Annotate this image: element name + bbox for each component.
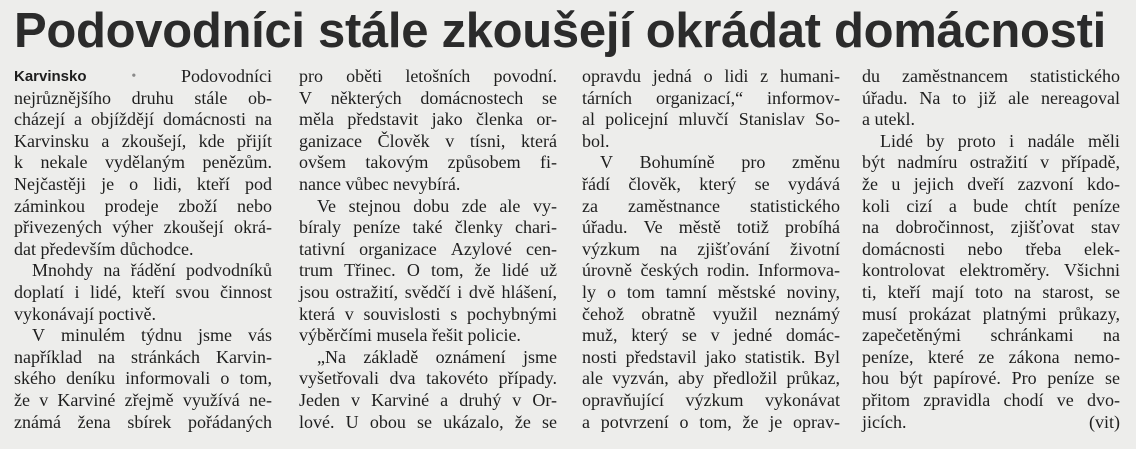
author-signoff: (vit) (1089, 411, 1120, 432)
text-line: doplatí i lidé, kteří svou činnost (14, 281, 272, 302)
text-line: k nekale vydělaným penězům. (14, 152, 272, 173)
text-line: tativní organizace Azylové cen- (299, 238, 557, 259)
text-line: koli cizí a bude chtít peníze (862, 195, 1120, 216)
text-line: například na stránkách Karvin- (14, 346, 272, 367)
text-line: být nadmíru ostražití v případě, (862, 152, 1120, 173)
text-line: „Na základě oznámení jsme (317, 346, 557, 367)
text-line: cházejí a objíždějí domácnosti na (14, 109, 272, 130)
text-line: tárních organizací,“ informov- (582, 87, 840, 108)
text-line: V některých domácnostech se (299, 87, 557, 108)
dateline-bullet: • (131, 69, 137, 84)
text-line: domácnosti nebo třeba elek- (862, 238, 1120, 259)
text-line: ale vyzván, aby předložil průkaz, (582, 368, 840, 389)
article-column-1 (14, 66, 272, 433)
text-line: opravňující výzkum vykonávat (582, 389, 840, 410)
text-line: al policejní mluvčí Stanislav So- (582, 109, 840, 130)
text-line: ganizace Člověk v tísni, která (299, 130, 557, 151)
text-line: známá žena sbírek pořádaných (14, 411, 272, 432)
text-line: zapečetěnými schránkami na (862, 325, 1120, 346)
text-line: čehož obratně využil neznámý (582, 303, 840, 324)
text-line: na dobročinnost, zjišťovat stav (862, 217, 1120, 238)
text-line: Karvinsko • Podovodníci (14, 66, 272, 86)
text-line: pro oběti letošních povodní. (299, 66, 557, 86)
text-line: muž, který se v jedné domác- (582, 325, 840, 346)
text-line: nance vůbec nevybírá. (299, 173, 461, 194)
text-line: záminkou prodeje zboží nebo (14, 195, 272, 216)
text-line: ovšem takovým způsobem fi- (299, 152, 557, 173)
article-headline: Podovodníci stále zkoušejí okrádat domácnosti (14, 4, 1106, 58)
dateline: Karvinsko (14, 68, 87, 85)
text-line: hou být papírové. Pro peníze se (862, 368, 1120, 389)
text-line: lové. U obou se ukázalo, že se (299, 411, 557, 432)
text-line: která v souvislosti s pochybnými (299, 303, 557, 324)
text-line: vyšetřovali dva takovéto případy. (299, 368, 557, 389)
text-line: Lidé by proto i nadále měli (880, 130, 1120, 151)
text-line: úrovně českých rodin. Informova- (582, 260, 840, 281)
text-line: a potvrzení o tom, že je oprav- (582, 411, 840, 432)
text-line: přitom zpravidla chodí ve dvo- (862, 389, 1120, 410)
text-line: opravdu jedná o lidi z humani- (582, 66, 840, 86)
text-line: řádí člověk, který se vydává (582, 173, 840, 194)
text-line: Mnohdy na řádění podvodníků (32, 260, 272, 281)
text-line: jsou ostražití, svědčí i dvě hlášení, (299, 281, 557, 302)
text-line: výzkum na zjišťování životní (582, 238, 840, 259)
text-line: du zaměstnancem statistického (862, 66, 1120, 86)
article-column-4 (862, 66, 1120, 433)
text-line: výběrčími musela řešit policie. (299, 325, 521, 346)
text-line: že u jejich dveří zazvoní kdo- (862, 173, 1120, 194)
text-line: Nejčastěji je o lidi, kteří pod (14, 173, 272, 194)
text-line: nosti představil jako statistik. Byl (582, 346, 840, 367)
text-line: že v Karviné zřejmě využívá ne- (14, 389, 272, 410)
text-line: jicích. (vit) (862, 411, 1120, 432)
text-line: trum Třinec. O tom, že lidé už (299, 260, 557, 281)
text-line: Jeden v Karviné a druhý v Or- (299, 389, 557, 410)
text-line: Karvinsku a zkoušejí, kde přijít (14, 130, 272, 151)
text-line: přivezených výher zkoušejí okrá- (14, 217, 272, 238)
text-line: úřadu. Na to již ale nereagoval (862, 87, 1120, 108)
article-column-2 (299, 66, 557, 433)
text-line: peníze, které ze zákona nemo- (862, 346, 1120, 367)
text-line: úřadu. Ve městě totiž probíhá (582, 217, 840, 238)
text-line: a utekl. (862, 109, 915, 130)
text-line: V minulém týdnu jsme vás (32, 325, 272, 346)
text-line: ly o tom tamní městské noviny, (582, 281, 840, 302)
text-line: bíraly peníze také členky chari- (299, 217, 557, 238)
text-line: kontrolovat elektroměry. Všichni (862, 260, 1120, 281)
article-column-3 (582, 66, 840, 433)
text-line: V Bohumíně pro změnu (600, 152, 840, 173)
text-line: ti, kteří mají toto na starost, se (862, 281, 1120, 302)
text-line: dat především důchodce. (14, 238, 194, 259)
text-line: musí prokázat platnými průkazy, (862, 303, 1120, 324)
text-line: Ve stejnou dobu zde ale vy- (317, 195, 557, 216)
text-line: nejrůznějšího druhu stále ob- (14, 87, 272, 108)
text-line: vykonávají poctivě. (14, 303, 156, 324)
text-line: bol. (582, 130, 610, 151)
text-line: za zaměstnance statistického (582, 195, 840, 216)
text-line: měla představit jako členka or- (299, 109, 557, 130)
text-line: ského deníku informovali o tom, (14, 368, 272, 389)
